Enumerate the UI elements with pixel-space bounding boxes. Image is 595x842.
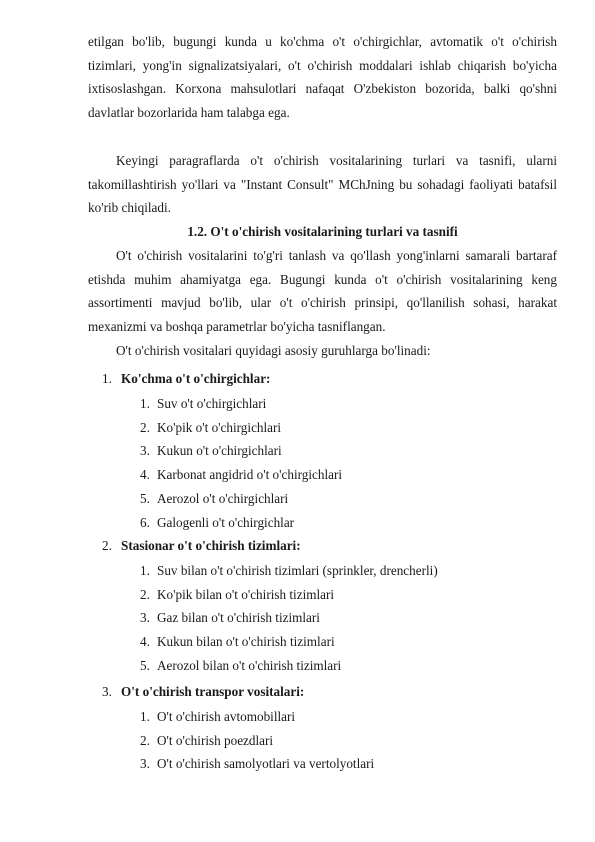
category-2-list	[140, 559, 438, 678]
item-number: 4.	[140, 467, 150, 483]
category-title: O't o'chirish transpor vositalari:	[121, 684, 305, 699]
item-text: O't o'chirish poezdlari	[157, 732, 274, 748]
category-3-list	[140, 705, 374, 776]
section-lead-text: O't o'chirish vositalari quyidagi asosiy guruhlarga bo'linadi:	[116, 343, 431, 358]
list-item	[140, 511, 342, 535]
list-item	[140, 583, 438, 607]
item-text: Gaz bilan o't o'chirish tizimlari	[157, 610, 320, 626]
section-paragraph-1: O't o'chirish vositalarini to'g'ri tanlash va qo'llash yong'inlarni samarali bartaraf etishda muhim ahamiyatga ega. Bugungi kunda o't o'chirish vositalarining keng assortimenti mavjud bo'lib, ular o't o'chirish prinsipi, qo'llanilish sohasi, harakat mexanizmi va boshqa parametrlar bo'yicha tasniflangan.	[88, 248, 557, 335]
item-text: Suv o't o'chirgichlari	[157, 396, 267, 411]
category-number: 1.	[102, 371, 112, 386]
item-number: 1.	[140, 396, 150, 411]
item-text: Ko'pik o't o'chirgichlari	[157, 419, 282, 435]
item-number: 1.	[140, 709, 150, 724]
list-item	[140, 606, 438, 630]
item-text: O't o'chirish samolyotlari va vertolyotlari	[157, 756, 375, 772]
list-item	[140, 463, 342, 487]
item-number: 3.	[140, 610, 150, 626]
item-text: Galogenli o't o'chirgichlar	[157, 514, 295, 530]
item-number: 2.	[140, 586, 150, 602]
list-item	[140, 439, 342, 463]
list-item	[140, 654, 438, 678]
category-number: 2.	[102, 538, 112, 553]
category-3-title	[102, 680, 304, 704]
item-number: 4.	[140, 634, 150, 650]
item-text: Ko'pik bilan o't o'chirish tizimlari	[157, 586, 335, 602]
item-number: 3.	[140, 756, 150, 772]
category-number: 3.	[102, 684, 112, 699]
item-number: 1.	[140, 563, 150, 578]
item-text: Suv bilan o't o'chirish tizimlari (sprinkler, drencherli)	[157, 563, 438, 578]
category-title: Ko'chma o't o'chirgichlar:	[121, 371, 271, 386]
intro-paragraph-1: etilgan bo'lib, bugungi kunda u ko'chma o't o'chirgichlar, avtomatik o't o'chirish tizimlari, yong'in signalizatsiyalari, o't o'chirish moddalari ishlab chiqarish bo'yicha ixtisoslashgan. Korxona mahsulotlari nafaqat O'zbekiston bozorida, balki qo'shni davlatlar bozorlarida ham talabga ega.	[88, 34, 557, 121]
list-item	[140, 630, 438, 654]
section-heading: 1.2. O't o'chirish vositalarining turlari va tasnifi	[187, 224, 458, 239]
category-2-title	[102, 534, 301, 558]
item-number: 6.	[140, 514, 150, 530]
item-text: Aerozol bilan o't o'chirish tizimlari	[157, 657, 342, 673]
category-1-list	[140, 392, 342, 534]
category-1-title	[102, 367, 270, 391]
list-item	[140, 729, 374, 753]
list-item	[140, 416, 342, 440]
item-number: 5.	[140, 490, 150, 506]
list-item	[140, 705, 374, 729]
list-item	[140, 752, 374, 776]
item-text: Kukun o't o'chirgichlari	[157, 443, 282, 459]
list-item	[140, 559, 438, 583]
item-number: 3.	[140, 443, 150, 459]
item-text: O't o'chirish avtomobillari	[157, 709, 296, 724]
item-text: Karbonat angidrid o't o'chirgichlari	[157, 467, 343, 483]
item-number: 5.	[140, 657, 150, 673]
item-number: 2.	[140, 419, 150, 435]
list-item	[140, 487, 342, 511]
item-text: Kukun bilan o't o'chirish tizimlari	[157, 634, 335, 650]
intro-paragraph-2: Keyingi paragraflarda o't o'chirish vositalarining turlari va tasnifi, ularni takomillashtirish yo'llari va "Instant Consult" MChJning bu sohadagi faoliyati batafsil ko'rib chiqiladi.	[88, 153, 557, 216]
item-text: Aerozol o't o'chirgichlari	[157, 490, 289, 506]
category-title: Stasionar o't o'chirish tizimlari:	[121, 538, 301, 553]
item-number: 2.	[140, 732, 150, 748]
list-item	[140, 392, 342, 416]
